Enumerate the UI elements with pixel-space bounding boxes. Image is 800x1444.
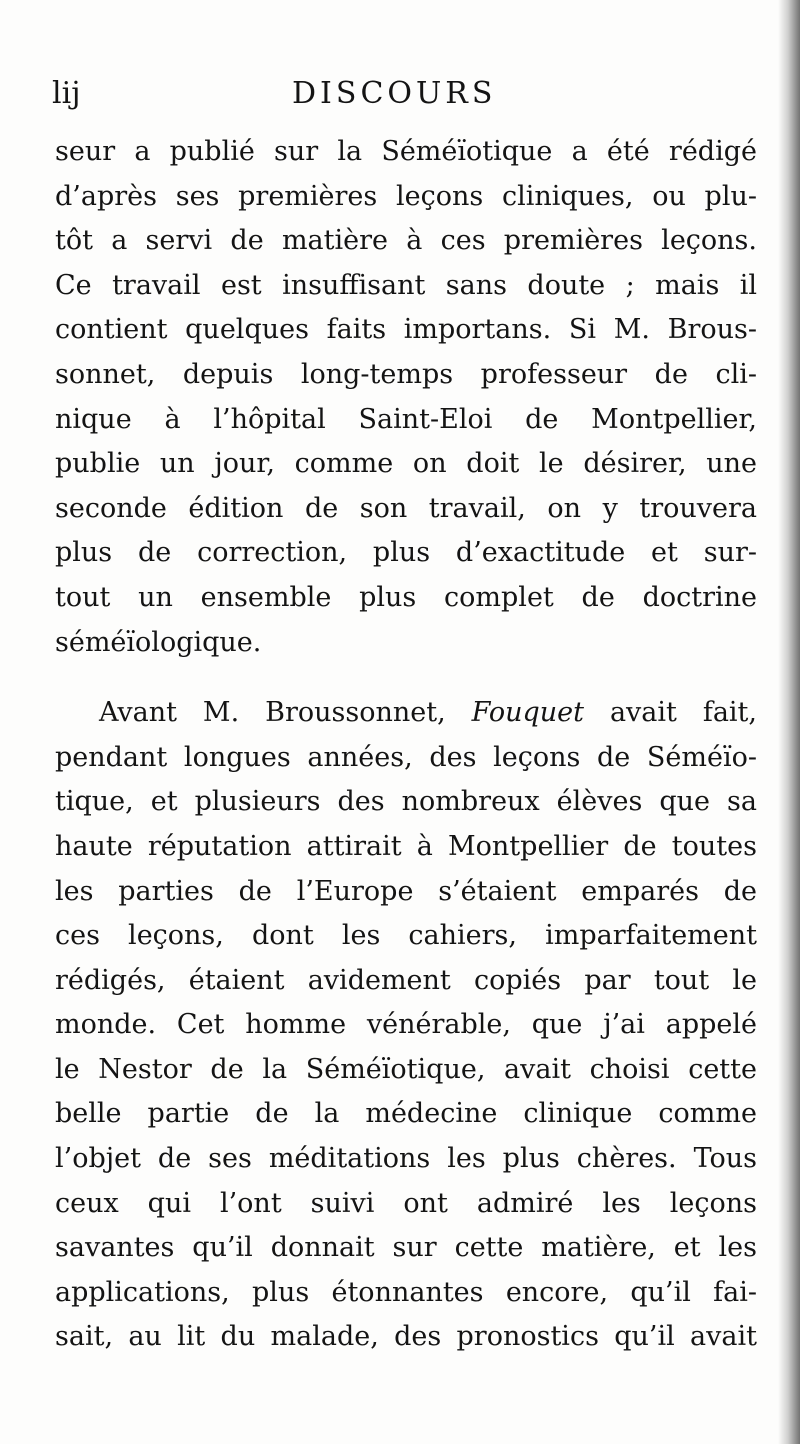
paragraph-gap: [55, 665, 757, 691]
text-line: sonnet, depuis long-temps professeur de cli-: [55, 358, 757, 390]
text-line: ceux qui l’ont suivi ont admiré les leçons: [55, 1187, 757, 1219]
text-line: monde. Cet homme vénérable, que j’ai appelé: [55, 1009, 757, 1041]
text-line: tout un ensemble plus complet de doctrine: [55, 581, 757, 613]
paragraph: [55, 130, 757, 665]
text-run: Avant M. Broussonnet,: [99, 697, 472, 729]
paragraph: [55, 691, 757, 1360]
text-line: seconde édition de son travail, on y trouvera: [55, 492, 757, 524]
text-line: d’après ses premières leçons cliniques, ou plu-: [55, 180, 757, 212]
text-run: avait fait,: [584, 697, 757, 729]
text-line: belle partie de la médecine clinique comme: [55, 1098, 757, 1130]
text-line: tique, et plusieurs des nombreux élèves que sa: [55, 786, 757, 818]
text-line: publie un jour, comme on doit le désirer, une: [55, 448, 757, 480]
running-head: DISCOURS: [292, 76, 497, 111]
text-line: [55, 691, 757, 736]
text-line: le Nestor de la Séméïotique, avait choisi cette: [55, 1053, 757, 1085]
text-line: l’objet de ses méditations les plus chères. Tous: [55, 1143, 757, 1175]
text-line: rédigés, étaient avidement copiés par tout le: [55, 964, 757, 996]
body-text: [55, 130, 757, 1360]
text-line: nique à l’hôpital Saint-Eloi de Montpellier,: [55, 403, 757, 435]
page-edge-shadow: [778, 0, 800, 1444]
text-line: applications, plus étonnantes encore, qu’il fai-: [55, 1276, 757, 1308]
text-line: séméïologique.: [55, 626, 262, 658]
text-line: savantes qu’il donnait sur cette matière, et les: [55, 1232, 757, 1264]
text-line: ces leçons, dont les cahiers, imparfaitement: [55, 920, 757, 952]
text-line: haute réputation attirait à Montpellier de toutes: [55, 830, 757, 862]
page-header: [52, 74, 772, 114]
text-line: tôt a servi de matière à ces premières leçons.: [55, 225, 757, 257]
text-line: seur a publié sur la Séméïotique a été rédigé: [55, 136, 757, 167]
text-line: pendant longues années, des leçons de Séméïo-: [55, 741, 757, 773]
italic-name: Fouquet: [471, 697, 585, 729]
text-line: sait, au lit du malade, des pronostics qu’il avait: [55, 1321, 757, 1353]
text-line: Ce travail est insuffisant sans doute ; mais il: [55, 269, 757, 301]
text-line: contient quelques faits importans. Si M. Brous-: [55, 314, 757, 346]
text-line: les parties de l’Europe s’étaient emparés de: [55, 875, 757, 907]
page-number: lij: [52, 76, 81, 111]
text-line: plus de correction, plus d’exactitude et sur-: [55, 537, 757, 569]
